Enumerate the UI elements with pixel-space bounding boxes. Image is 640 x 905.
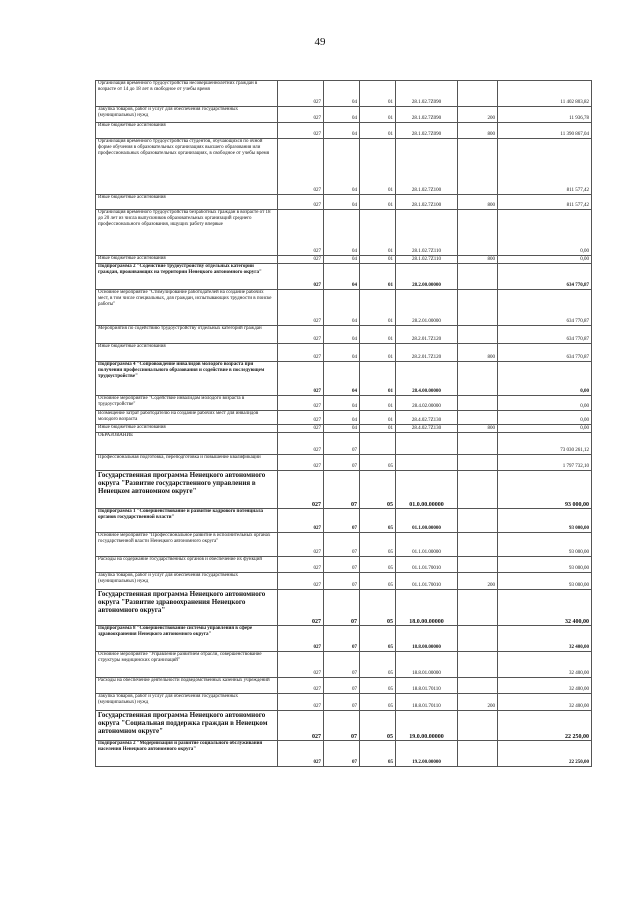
- expense-type: 200: [458, 573, 498, 590]
- subsection-code: 05: [360, 533, 396, 557]
- table-row: [96, 344, 592, 362]
- row-name: Основное мероприятие "Управление развитием отрасли, совершенствование структуры медицинских организаций": [96, 652, 278, 678]
- table-row: [96, 590, 592, 626]
- section-code: 04: [324, 256, 360, 264]
- row-name: Профессиональная подготовка, переподготовка и повышение квалификации: [96, 455, 278, 471]
- expense-type: [458, 509, 498, 533]
- amount: 634 770,87: [498, 326, 592, 344]
- table-row: [96, 411, 592, 425]
- section-code: 04: [324, 210, 360, 256]
- subsection-code: 01: [360, 81, 396, 107]
- row-name: Мероприятия по содействию трудоустройству отдельных категорий граждан: [96, 326, 278, 344]
- ministry-code: 027: [278, 411, 324, 425]
- row-name: Подпрограмма 2 "Модернизация и развитие социального обслуживания населения Ненецкого автономного округа": [96, 741, 278, 767]
- subsection-code: 05: [360, 590, 396, 626]
- section-code: 04: [324, 139, 360, 195]
- ministry-code: 027: [278, 139, 324, 195]
- subsection-code: 05: [360, 652, 396, 678]
- expense-type: [458, 741, 498, 767]
- target-article: 18.8.00.00000: [396, 626, 458, 652]
- target-article: [396, 433, 458, 455]
- table-row: [96, 195, 592, 210]
- expense-type: [458, 362, 498, 396]
- section-code: 04: [324, 425, 360, 433]
- subsection-code: 01: [360, 362, 396, 396]
- section-code: 07: [324, 711, 360, 741]
- expense-type: [458, 557, 498, 573]
- subsection-code: 05: [360, 626, 396, 652]
- section-code: 04: [324, 195, 360, 210]
- section-code: 07: [324, 573, 360, 590]
- amount: 811 577,42: [498, 195, 592, 210]
- row-name: Иные бюджетные ассигнования: [96, 425, 278, 433]
- target-article: 28.1.02.7Z110: [396, 256, 458, 264]
- amount: 0,00: [498, 362, 592, 396]
- amount: 11 402 803,82: [498, 81, 592, 107]
- table-row: [96, 509, 592, 533]
- row-name: Возмещение затрат работодателю на создание рабочих мест для инвалидов молодого возраста: [96, 411, 278, 425]
- table-row: [96, 425, 592, 433]
- expense-type: [458, 433, 498, 455]
- table-row: [96, 326, 592, 344]
- table-row: [96, 433, 592, 455]
- amount: 0,00: [498, 210, 592, 256]
- table-row: [96, 455, 592, 471]
- ministry-code: 027: [278, 195, 324, 210]
- amount: 93 000,00: [498, 509, 592, 533]
- expense-type: [458, 139, 498, 195]
- ministry-code: 027: [278, 326, 324, 344]
- table-row: [96, 396, 592, 411]
- target-article: 28.2.01.7Z120: [396, 344, 458, 362]
- expense-type: 800: [458, 256, 498, 264]
- expense-type: [458, 264, 498, 290]
- ministry-code: 027: [278, 264, 324, 290]
- expense-type: [458, 678, 498, 694]
- ministry-code: 027: [278, 694, 324, 711]
- target-article: 01.1.01.70010: [396, 557, 458, 573]
- table-row: [96, 652, 592, 678]
- budget-table: [95, 80, 592, 767]
- expense-type: [458, 411, 498, 425]
- section-code: 07: [324, 678, 360, 694]
- amount: 22 250,00: [498, 741, 592, 767]
- target-article: 28.1.02.7Z100: [396, 195, 458, 210]
- row-name: Организация временного трудоустройства несовершеннолетних граждан в возрасте от 14 до 18 лет в свободное от учебы время: [96, 81, 278, 107]
- table-row: [96, 573, 592, 590]
- section-code: 07: [324, 741, 360, 767]
- amount: 0,00: [498, 425, 592, 433]
- amount: 0,00: [498, 256, 592, 264]
- section-code: 07: [324, 557, 360, 573]
- row-name: Расходы на содержание государственных органов и обеспечение их функций: [96, 557, 278, 573]
- subsection-code: 05: [360, 509, 396, 533]
- target-article: 01.1.01.00000: [396, 533, 458, 557]
- ministry-code: 027: [278, 652, 324, 678]
- row-name: Подпрограмма 8 "Совершенствование системы управления в сфере здравоохранения Ненецкого автономного округа": [96, 626, 278, 652]
- amount: 634 770,87: [498, 290, 592, 326]
- ministry-code: 027: [278, 626, 324, 652]
- amount: 0,00: [498, 396, 592, 411]
- table-row: [96, 678, 592, 694]
- ministry-code: 027: [278, 107, 324, 123]
- table-row: [96, 626, 592, 652]
- ministry-code: 027: [278, 455, 324, 471]
- section-code: 07: [324, 533, 360, 557]
- subsection-code: 01: [360, 326, 396, 344]
- ministry-code: 027: [278, 509, 324, 533]
- table-row: [96, 123, 592, 139]
- row-name: Организация временного трудоустройства студентов, обучающихся по очной форме обучения в образовательных организациях высшего образования или профессиональных образовательных организациях, в свободное от учебы время: [96, 139, 278, 195]
- section-code: 07: [324, 626, 360, 652]
- table-row: [96, 533, 592, 557]
- ministry-code: 027: [278, 741, 324, 767]
- ministry-code: 027: [278, 573, 324, 590]
- target-article: 18.8.01.70110: [396, 694, 458, 711]
- expense-type: [458, 590, 498, 626]
- expense-type: [458, 533, 498, 557]
- target-article: 28.2.00.00000: [396, 264, 458, 290]
- ministry-code: 027: [278, 81, 324, 107]
- subsection-code: 01: [360, 123, 396, 139]
- ministry-code: 027: [278, 396, 324, 411]
- amount: 11 936,78: [498, 107, 592, 123]
- row-name: Государственная программа Ненецкого автономного округа "Развитие государственного управления в Ненецком автономном округе": [96, 471, 278, 509]
- amount: 73 030 261,12: [498, 433, 592, 455]
- target-article: 28.2.01.7Z120: [396, 326, 458, 344]
- section-code: 07: [324, 433, 360, 455]
- ministry-code: 027: [278, 123, 324, 139]
- row-name: Государственная программа Ненецкого автономного округа "Социальная поддержка граждан в Ненецком автономном округе": [96, 711, 278, 741]
- section-code: 07: [324, 652, 360, 678]
- expense-type: [458, 210, 498, 256]
- table-row: [96, 290, 592, 326]
- expense-type: [458, 81, 498, 107]
- row-name: Иные бюджетные ассигнования: [96, 123, 278, 139]
- expense-type: [458, 326, 498, 344]
- target-article: 18.8.01.00000: [396, 652, 458, 678]
- section-code: 04: [324, 362, 360, 396]
- expense-type: [458, 290, 498, 326]
- subsection-code: 01: [360, 256, 396, 264]
- subsection-code: 01: [360, 344, 396, 362]
- section-code: 04: [324, 326, 360, 344]
- amount: 11 390 867,04: [498, 123, 592, 139]
- ministry-code: 027: [278, 290, 324, 326]
- section-code: 04: [324, 411, 360, 425]
- table-row: [96, 81, 592, 107]
- ministry-code: 027: [278, 711, 324, 741]
- ministry-code: 027: [278, 471, 324, 509]
- section-code: 07: [324, 455, 360, 471]
- target-article: 18.0.00.00000: [396, 590, 458, 626]
- ministry-code: 027: [278, 433, 324, 455]
- page-number: 49: [314, 36, 326, 48]
- subsection-code: 01: [360, 396, 396, 411]
- target-article: 01.0.00.00000: [396, 471, 458, 509]
- row-name: Подпрограмма 2 "Содействие трудоустройству отдельных категорий граждан, проживающих на территории Ненецкого автономного округа": [96, 264, 278, 290]
- row-name: Основное мероприятие "Стимулирование работодателей на создание рабочих мест, в том числе специальных, для граждан, испытывающих трудности в поиске работы": [96, 290, 278, 326]
- row-name: Основное мероприятие "Профессиональное развитие в исполнительных органах государственной власти Ненецкого автономного округа": [96, 533, 278, 557]
- amount: 634 770,87: [498, 264, 592, 290]
- section-code: 07: [324, 509, 360, 533]
- target-article: 28.1.02.7Z090: [396, 81, 458, 107]
- amount: 0,00: [498, 411, 592, 425]
- ministry-code: 027: [278, 425, 324, 433]
- target-article: 28.1.02.7Z090: [396, 123, 458, 139]
- table-row: [96, 139, 592, 195]
- table-row: [96, 557, 592, 573]
- subsection-code: 05: [360, 557, 396, 573]
- subsection-code: 01: [360, 264, 396, 290]
- row-name: Подпрограмма 4 "Сопровождение инвалидов молодого возраста при получении профессионального образования и содействие в последующем трудоустройстве": [96, 362, 278, 396]
- subsection-code: 05: [360, 741, 396, 767]
- row-name: Государственная программа Ненецкого автономного округа "Развитие здравоохранения Ненецкого автономного округа": [96, 590, 278, 626]
- expense-type: 200: [458, 694, 498, 711]
- subsection-code: 01: [360, 290, 396, 326]
- row-name: Иные бюджетные ассигнования: [96, 344, 278, 362]
- amount: 634 770,87: [498, 344, 592, 362]
- table-row: [96, 694, 592, 711]
- section-code: 04: [324, 81, 360, 107]
- subsection-code: 01: [360, 425, 396, 433]
- target-article: 01.1.00.00000: [396, 509, 458, 533]
- subsection-code: 05: [360, 694, 396, 711]
- table-row: [96, 711, 592, 741]
- row-name: Иные бюджетные ассигнования: [96, 195, 278, 210]
- table-row: [96, 264, 592, 290]
- ministry-code: 027: [278, 678, 324, 694]
- ministry-code: 027: [278, 362, 324, 396]
- subsection-code: [360, 433, 396, 455]
- target-article: 28.4.00.00000: [396, 362, 458, 396]
- section-code: 04: [324, 107, 360, 123]
- target-article: [396, 455, 458, 471]
- table-row: [96, 210, 592, 256]
- row-name: Основное мероприятие "Содействие инвалидам молодого возраста в трудоустройстве": [96, 396, 278, 411]
- ministry-code: 027: [278, 256, 324, 264]
- expense-type: 800: [458, 195, 498, 210]
- subsection-code: 01: [360, 210, 396, 256]
- target-article: 01.1.01.70010: [396, 573, 458, 590]
- table-row: [96, 741, 592, 767]
- section-code: 04: [324, 396, 360, 411]
- row-name: Организация временного трудоустройства безработных граждан в возрасте от 18 до 20 лет из числа выпускников образовательных организаций среднего профессионального образования, ищущих работу впервые: [96, 210, 278, 256]
- ministry-code: 027: [278, 557, 324, 573]
- target-article: 28.4.02.7Z130: [396, 411, 458, 425]
- expense-type: 800: [458, 123, 498, 139]
- row-name: Подпрограмма 1 "Совершенствование и развитие кадрового потенциала органов государственной власти": [96, 509, 278, 533]
- table-row: [96, 471, 592, 509]
- amount: 32 400,00: [498, 678, 592, 694]
- target-article: 28.1.02.7Z090: [396, 107, 458, 123]
- amount: 93 000,00: [498, 573, 592, 590]
- table-row: [96, 107, 592, 123]
- subsection-code: 01: [360, 139, 396, 195]
- subsection-code: 05: [360, 678, 396, 694]
- ministry-code: 027: [278, 344, 324, 362]
- row-name: Закупка товаров, работ и услуг для обеспечения государственных (муниципальных) нужд: [96, 107, 278, 123]
- target-article: 28.1.02.7Z100: [396, 139, 458, 195]
- expense-type: 800: [458, 425, 498, 433]
- expense-type: [458, 455, 498, 471]
- ministry-code: 027: [278, 590, 324, 626]
- amount: 32 400,00: [498, 626, 592, 652]
- row-name: Расходы на обеспечение деятельности подведомственных казённых учреждений: [96, 678, 278, 694]
- target-article: 19.2.00.00000: [396, 741, 458, 767]
- target-article: 28.4.02.00000: [396, 396, 458, 411]
- section-code: 07: [324, 471, 360, 509]
- target-article: 28.1.02.7Z110: [396, 210, 458, 256]
- amount: 32 400,00: [498, 694, 592, 711]
- subsection-code: 01: [360, 411, 396, 425]
- section-code: 04: [324, 290, 360, 326]
- section-code: 04: [324, 264, 360, 290]
- section-code: 07: [324, 694, 360, 711]
- subsection-code: 05: [360, 471, 396, 509]
- section-code: 04: [324, 123, 360, 139]
- amount: 32 400,00: [498, 652, 592, 678]
- expense-type: 800: [458, 344, 498, 362]
- expense-type: [458, 626, 498, 652]
- table-row: [96, 362, 592, 396]
- subsection-code: 01: [360, 107, 396, 123]
- expense-type: 200: [458, 107, 498, 123]
- expense-type: [458, 652, 498, 678]
- subsection-code: 01: [360, 195, 396, 210]
- subsection-code: 05: [360, 573, 396, 590]
- amount: 93 000,00: [498, 557, 592, 573]
- row-name: Закупка товаров, работ и услуг для обеспечения государственных (муниципальных) нужд: [96, 694, 278, 711]
- target-article: 28.2.01.00000: [396, 290, 458, 326]
- expense-type: [458, 396, 498, 411]
- row-name: ОБРАЗОВАНИЕ: [96, 433, 278, 455]
- subsection-code: 05: [360, 711, 396, 741]
- target-article: 28.4.02.7Z130: [396, 425, 458, 433]
- ministry-code: 027: [278, 210, 324, 256]
- section-code: 07: [324, 590, 360, 626]
- amount: 1 797 732,10: [498, 455, 592, 471]
- expense-type: [458, 711, 498, 741]
- amount: 93 000,00: [498, 471, 592, 509]
- row-name: Закупка товаров, работ и услуг для обеспечения государственных (муниципальных) нужд: [96, 573, 278, 590]
- row-name: Иные бюджетные ассигнования: [96, 256, 278, 264]
- table-row: [96, 256, 592, 264]
- section-code: 04: [324, 344, 360, 362]
- expense-type: [458, 471, 498, 509]
- ministry-code: 027: [278, 533, 324, 557]
- amount: 811 577,42: [498, 139, 592, 195]
- target-article: 19.0.00.00000: [396, 711, 458, 741]
- target-article: 18.8.01.70110: [396, 678, 458, 694]
- amount: 93 000,00: [498, 533, 592, 557]
- subsection-code: 05: [360, 455, 396, 471]
- amount: 32 400,00: [498, 590, 592, 626]
- amount: 22 250,00: [498, 711, 592, 741]
